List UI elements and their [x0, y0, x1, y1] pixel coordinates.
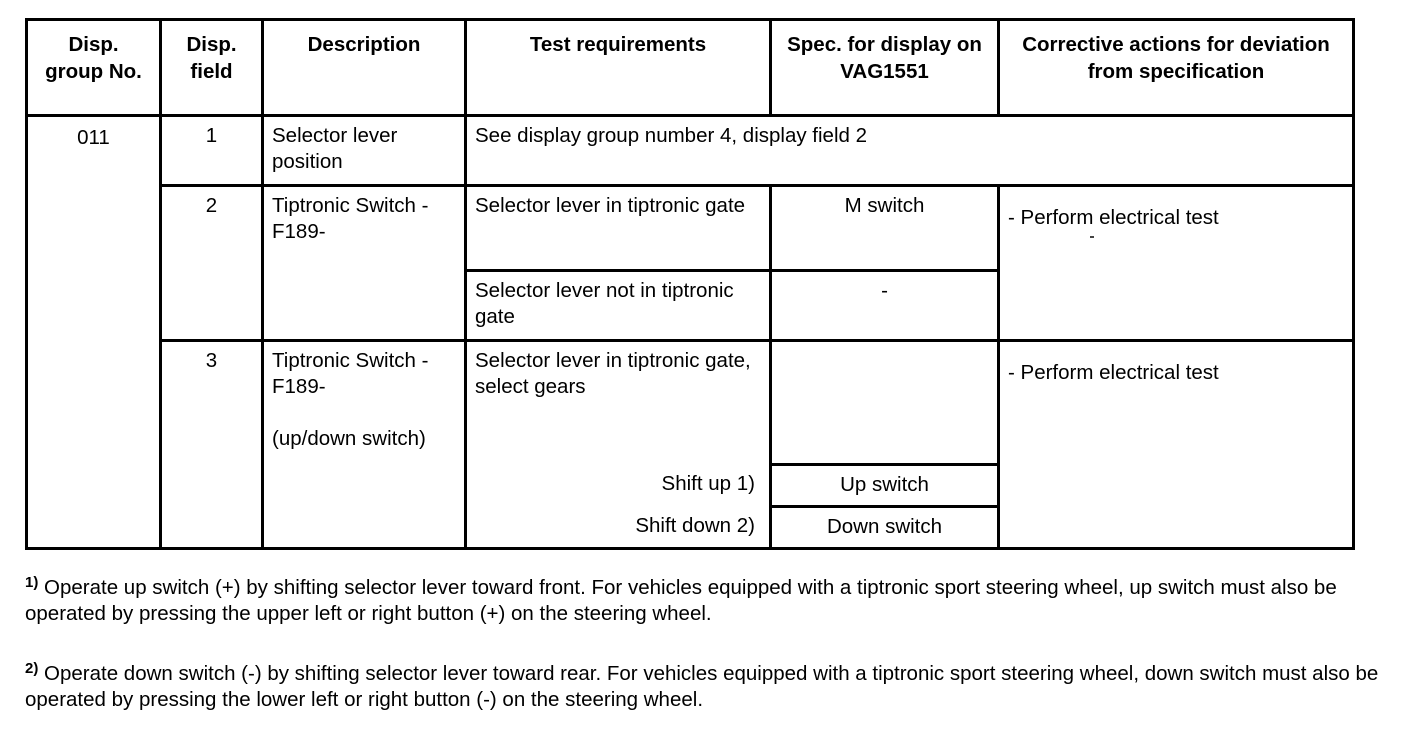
reference-note: See display group number 4, display field 2 — [466, 116, 1354, 186]
header-spec: Spec. for display on VAG1551 — [771, 20, 999, 116]
field-number: 1 — [161, 116, 263, 186]
shift-up-label: Shift up 1) — [466, 465, 771, 507]
header-corrective: Corrective actions for deviation from specification — [999, 20, 1354, 116]
header-test: Test requirements — [466, 20, 771, 116]
header-field: Disp. field — [161, 20, 263, 116]
footnote-1 — [25, 575, 1385, 627]
test-requirement: Selector lever not in tiptronic gate — [466, 271, 771, 341]
table-row — [27, 341, 1354, 465]
footnotes — [25, 575, 1385, 747]
table-row — [27, 116, 1354, 186]
description-cell — [263, 341, 466, 549]
description-note: (up/down switch) — [272, 427, 426, 450]
shift-up-spec: Up switch — [771, 465, 999, 507]
spec-value: - — [771, 271, 999, 341]
shift-down-spec: Down switch — [771, 507, 999, 549]
header-description: Description — [263, 20, 466, 116]
field-number: 2 — [161, 186, 263, 341]
table-row — [27, 186, 1354, 271]
header-row — [27, 20, 1354, 116]
spec-value-empty — [771, 341, 999, 465]
description-cell: Tiptronic Switch -F189- — [263, 186, 466, 341]
shift-down-label: Shift down 2) — [466, 507, 771, 549]
spec-value: M switch — [771, 186, 999, 271]
scan-speck — [1090, 236, 1094, 238]
footnote-mark: 2) — [25, 660, 39, 677]
corrective-action: - Perform electrical test — [999, 341, 1354, 549]
description-cell: Selector lever position — [263, 116, 466, 186]
field-number: 3 — [161, 341, 263, 549]
description-text: Tiptronic Switch -F189- — [272, 349, 429, 398]
footnote-mark: 1) — [25, 574, 39, 591]
footnote-text: Operate up switch (+) by shifting selector lever toward front. For vehicles equipped with a tiptronic sport steering wheel, up switch must also be operated by pressing the upper left or right button (+) on the steering wheel. — [25, 576, 1337, 625]
test-requirement: Selector lever in tiptronic gate, select gears — [466, 341, 771, 465]
group-number: 011 — [27, 116, 161, 549]
header-group: Disp. group No. — [27, 20, 161, 116]
footnote-2 — [25, 661, 1385, 713]
corrective-action: - Perform electrical test — [999, 186, 1354, 341]
spec-table — [25, 18, 1355, 550]
test-requirement: Selector lever in tiptronic gate — [466, 186, 771, 271]
footnote-text: Operate down switch (-) by shifting selector lever toward rear. For vehicles equipped with a tiptronic sport steering wheel, down switch must also be operated by pressing the lower left or right button (-) on the steering wheel. — [25, 662, 1379, 711]
